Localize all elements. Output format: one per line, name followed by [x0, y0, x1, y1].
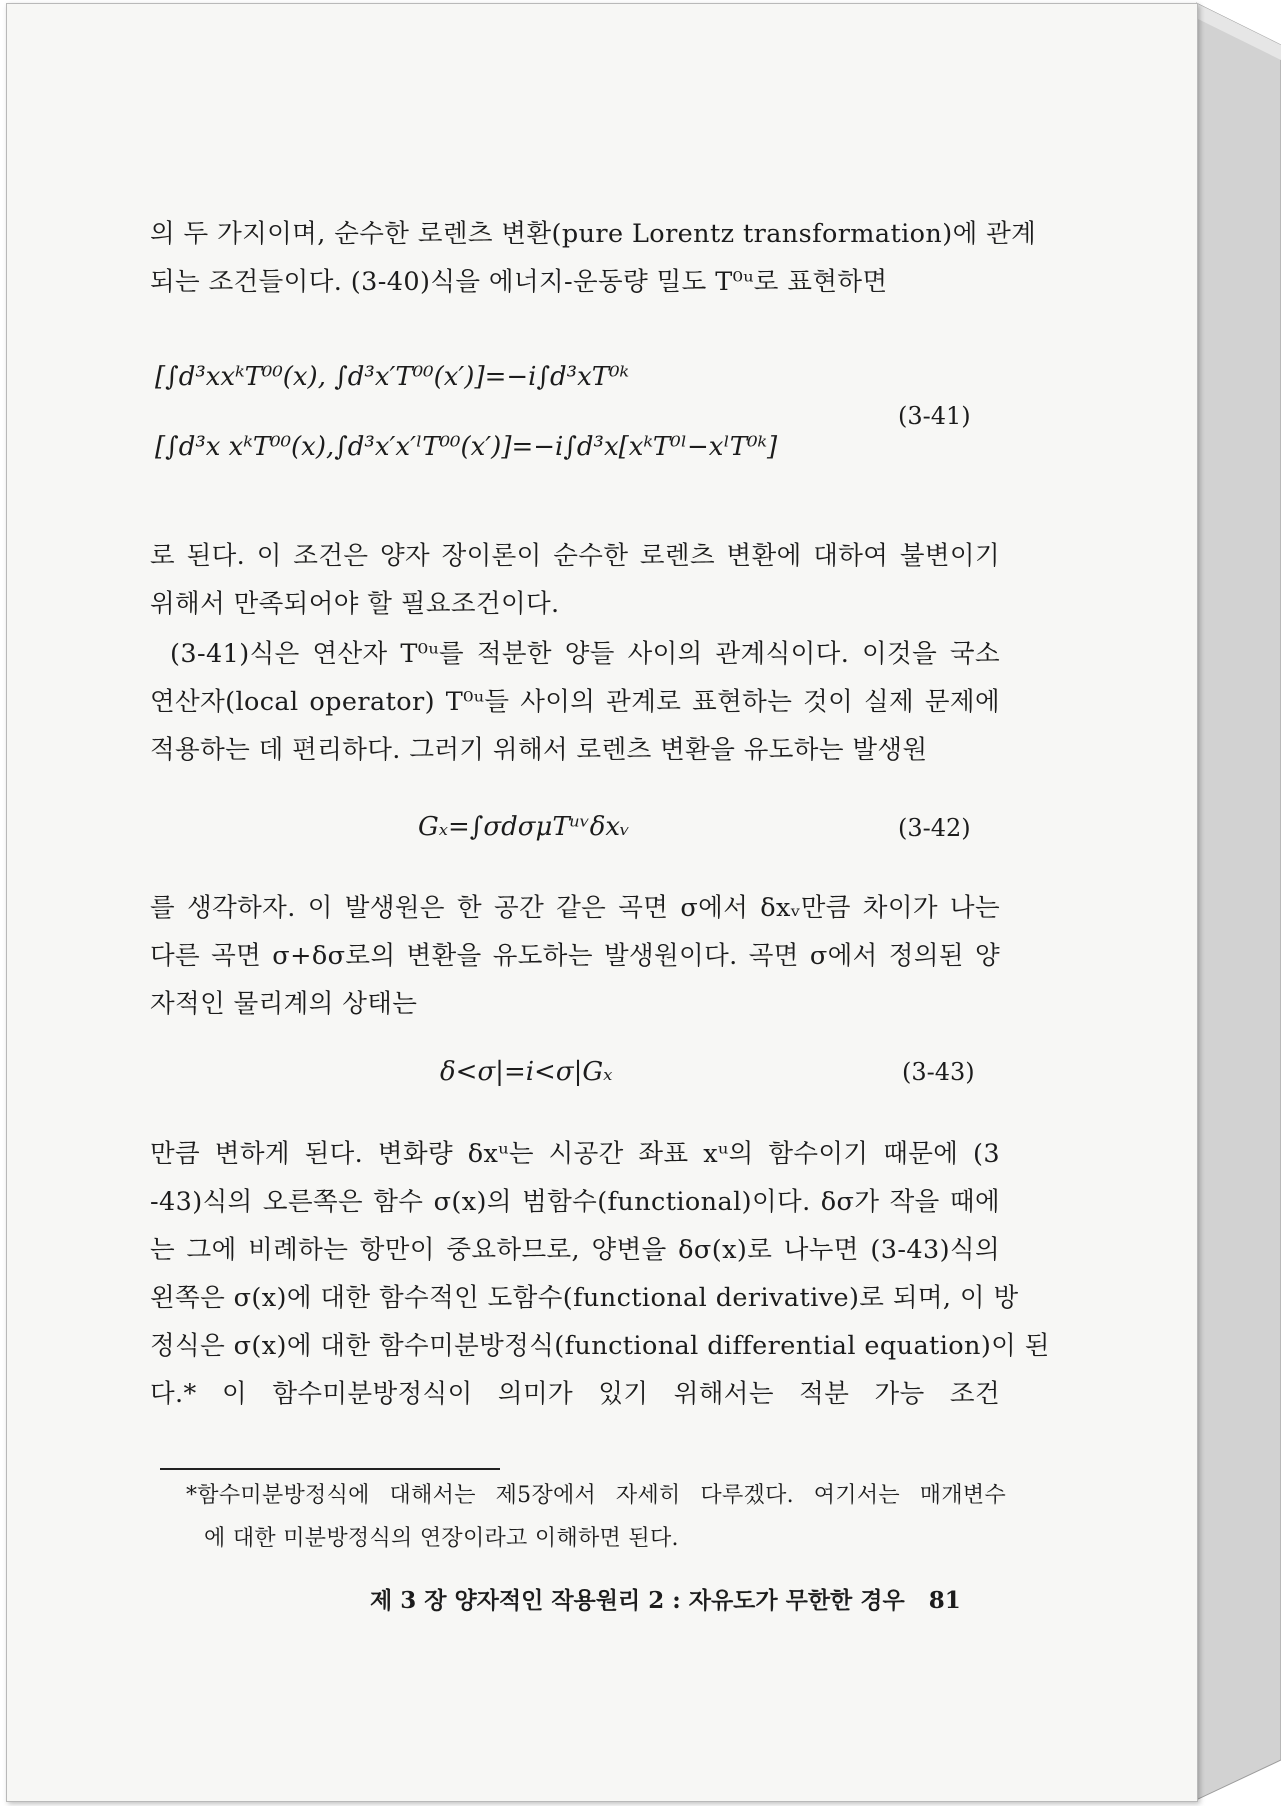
footnote-line: *함수미분방정식에 대해서는 제5장에서 자세히 다루겠다. 여기서는 매개변수: [186, 1483, 1006, 1508]
text-line: 적용하는 데 편리하다. 그러기 위해서 로렌츠 변환을 유도하는 발생원: [150, 735, 928, 765]
paragraph-4: [150, 884, 1000, 1028]
book-edge: [1196, 0, 1281, 1806]
text-line: 왼쪽은 σ(x)에 대한 함수적인 도함수(functional derivative)로 되며, 이 방: [150, 1283, 1019, 1313]
running-footer: [370, 1582, 1010, 1615]
text-line: 만큼 변하게 된다. 변화량 δxᵘ는 시공간 좌표 xᵘ의 함수이기 때문에 (3: [150, 1139, 1000, 1169]
text-line: 정식은 σ(x)에 대한 함수미분방정식(functional differential equation)이 된: [150, 1331, 1050, 1361]
text-line: 위해서 만족되어야 할 필요조건이다.: [150, 589, 560, 619]
equation-number-3-42: (3-42): [898, 814, 971, 842]
paragraph-5: [150, 1130, 1050, 1418]
text-line: 되는 조건들이다. (3-40)식을 에너지-운동량 밀도 T⁰ᵘ로 표현하면: [150, 267, 888, 297]
text-line: 로 된다. 이 조건은 양자 장이론이 순수한 로렌츠 변환에 대하여 불변이기: [150, 541, 1000, 571]
paragraph-2: [150, 532, 1000, 628]
text-line: 의 두 가지이며, 순수한 로렌츠 변환(pure Lorentz transformation)에 관계: [150, 219, 1037, 249]
text-line: 다른 곡면 σ+δσ로의 변환을 유도하는 발생원이다. 곡면 σ에서 정의된 양: [150, 941, 1000, 971]
chapter-title: 제 3 장 양자적인 작용원리 2 : 자유도가 무한한 경우: [370, 1587, 905, 1614]
footnote-line: 에 대한 미분방정식의 연장이라고 이해하면 된다.: [204, 1526, 679, 1551]
text-line: 자적인 물리계의 상태는: [150, 989, 418, 1019]
equation-number-3-43: (3-43): [902, 1058, 975, 1086]
text-line: 는 그에 비례하는 항만이 중요하므로, 양변을 δσ(x)로 나누면 (3-43)식의: [150, 1235, 1000, 1265]
equation-number-3-41: (3-41): [898, 402, 971, 430]
text-line: 연산자(local operator) T⁰ᵘ들 사이의 관계로 표현하는 것이 실제 문제에: [150, 687, 1000, 717]
book-spine-graphic: [1196, 0, 1281, 1806]
equation-3-42: Gₓ=∫σdσμTᵘᵛδxᵥ: [418, 812, 630, 842]
text-line: (3-41)식은 연산자 T⁰ᵘ를 적분한 양들 사이의 관계식이다. 이것을 국소: [170, 639, 1000, 669]
paragraph-3: [150, 630, 1000, 774]
footnote: [186, 1474, 1006, 1560]
footnote-rule: [160, 1468, 500, 1470]
text-line: 를 생각하자. 이 발생원은 한 공간 같은 곡면 σ에서 δxᵥ만큼 차이가 나는: [150, 893, 1000, 923]
equation-3-41-line-2: [∫d³x xᵏT⁰⁰(x),∫d³x′x′ˡT⁰⁰(x′)]=−i∫d³x[xᵏT⁰ˡ−xˡT⁰ᵏ]: [155, 432, 778, 462]
text-line: 다.* 이 함수미분방정식이 의미가 있기 위해서는 적분 가능 조건: [150, 1379, 1000, 1409]
equation-3-43: δ<σ|=i<σ|Gₓ: [440, 1057, 613, 1087]
paragraph-1: [150, 210, 1037, 306]
equation-3-41-line-1: [∫d³xxᵏT⁰⁰(x), ∫d³x′T⁰⁰(x′)]=−i∫d³xT⁰ᵏ: [155, 362, 630, 392]
text-line: -43)식의 오른쪽은 함수 σ(x)의 범함수(functional)이다. δσ가 작을 때에: [150, 1187, 1000, 1217]
page-number: 81: [928, 1587, 961, 1614]
